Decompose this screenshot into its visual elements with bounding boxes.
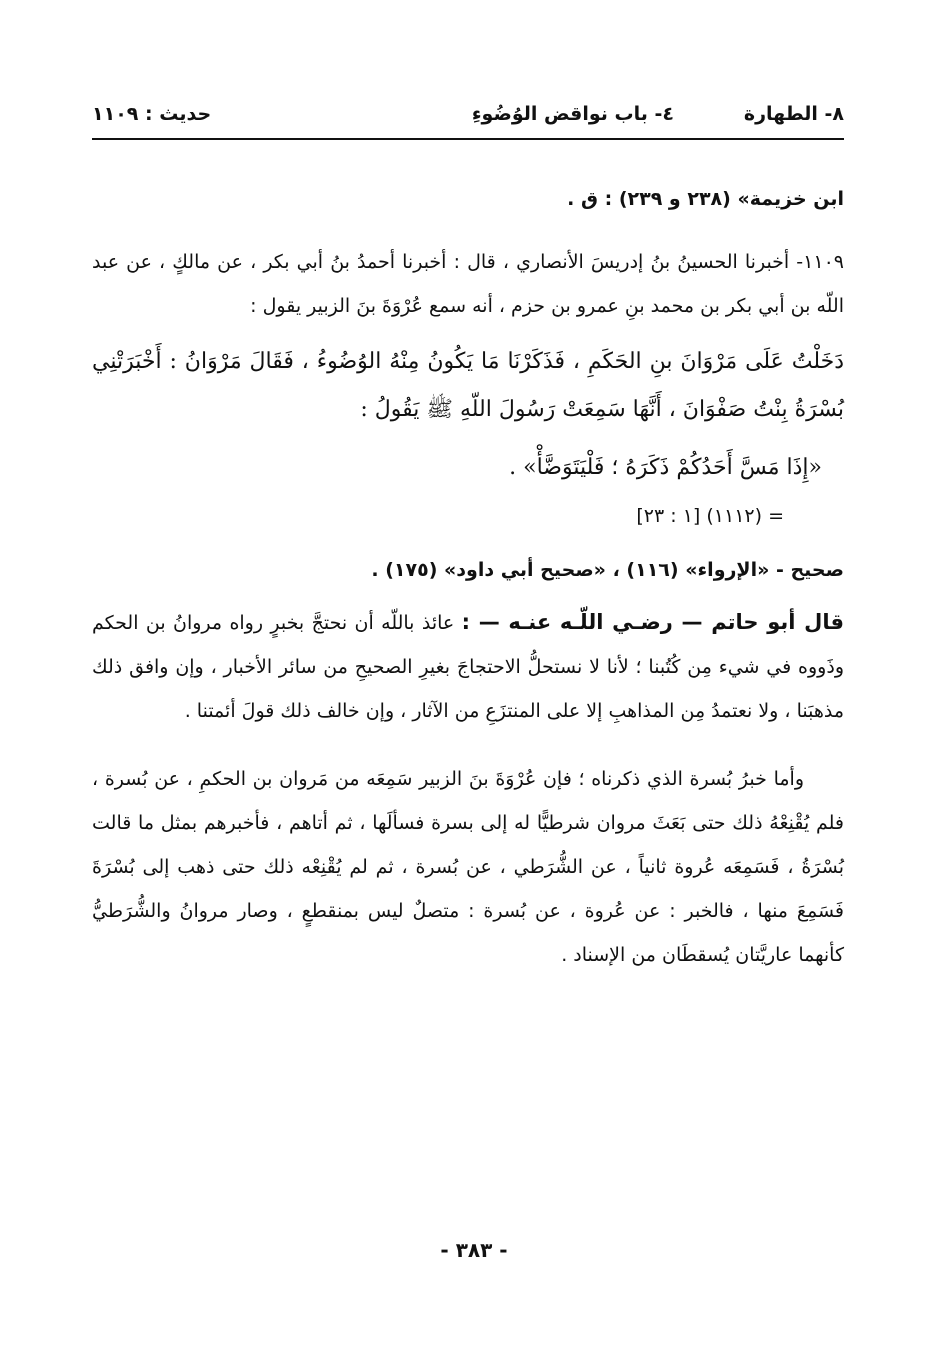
header-hadith-number: حديث : ١١٠٩ <box>92 103 212 125</box>
commentary-lead: قال أبو حاتم — رضـي اللّـه عنـه — : <box>461 610 844 634</box>
hadith-matn: دَخَلْتُ عَلَى مَرْوَانَ بنِ الحَكَمِ ، فَذَكَرْنَا مَا يَكُونُ مِنْهُ الوُضُوءُ ، فَقَالَ مَرْوَانُ : أَخْبَرَتْنِي بُسْرَةُ بِنْتُ صَفْوَانَ ، أَنَّهَا سَمِعَتْ رَسُولَ اللّهِ ﷺ يَقُولُ : <box>92 349 844 422</box>
cross-reference: = (١١١٢) [١ : ٢٣] <box>636 505 784 527</box>
commentary-paragraph <box>92 600 844 733</box>
hadith-isnad: ١١٠٩- أخبرنا الحسينُ بنُ إدريسَ الأنصاري ، قال : أخبرنا أحمدُ بنُ أبي بكر ، عن مالكٍ ، عن عبد اللّه بن أبي بكر بن محمد بنِ عمرو بن حزم ، أنه سمع عُرْوَةَ بنَ الزبير يقول : <box>92 251 844 317</box>
commentary-paragraph-2: وأما خبرُ بُسرة الذي ذكرناه ؛ فإن عُرْوَةَ بنَ الزبير سَمِعَه من مَروان بن الحكمِ ، عن بُسرة ، فلم يُقْنِعْهُ ذلك حتى بَعَثَ مروان شرطيًّا له إلى بسرة فسألَها ، ثم أتاهم ، فأخبرهم بمثل ما قالت بُسْرَةُ ، فَسَمِعَه عُروة ثانياً ، عن الشُّرَطي ، عن بُسرة ، ثم لم يُقْنِعْه ذلك حتى ذهب إلى بُسْرَةَ فَسَمِعَ منها ، فالخبر : عن عُروة ، عن بُسرة : متصلٌ ليس بمنقطعٍ ، وصار مروانُ والشُّرَطيُّ كأنهما عاريَّتان يُسقطَان من الإسناد . <box>92 768 844 966</box>
page-number: - ٣٨٣ - <box>440 1238 508 1262</box>
header-book-title: ٨- الطهارة <box>743 103 844 125</box>
header-chapter-title: ٤- باب نواقض الوُضُوءِ <box>471 103 674 125</box>
intro-reference: ابن خزيمة» (٢٣٨ و ٢٣٩) : ق . <box>567 188 844 210</box>
commentary-text: عائذ باللّه أن نحتجَّ بخبرٍ رواه مروانُ بن الحكم وذَووه في شيء مِن كُتُبنا ؛ لأنا لا نستحلُّ الاحتجاجَ بغيرِ الصحيحِ من سائر الأخبار ، وإن وافق ذلك مذهبَنا ، ولا نعتمدُ مِن المذاهبِ إلا على المنتزَعِ من الآثار ، وإن خالف ذلك قولَ أئمتنا . <box>92 612 844 722</box>
page-body <box>92 176 844 977</box>
hadith-grading: صحيح - «الإرواء» (١١٦) ، «صحيح أبي داود» (١٧٥) . <box>371 559 844 581</box>
hadith-prophetic-quote: «إِذَا مَسَّ أَحَدُكُمْ ذَكَرَهُ ؛ فَلْيَتَوَضَّأْ» . <box>509 455 822 480</box>
running-header <box>92 97 844 131</box>
header-rule <box>92 138 844 140</box>
